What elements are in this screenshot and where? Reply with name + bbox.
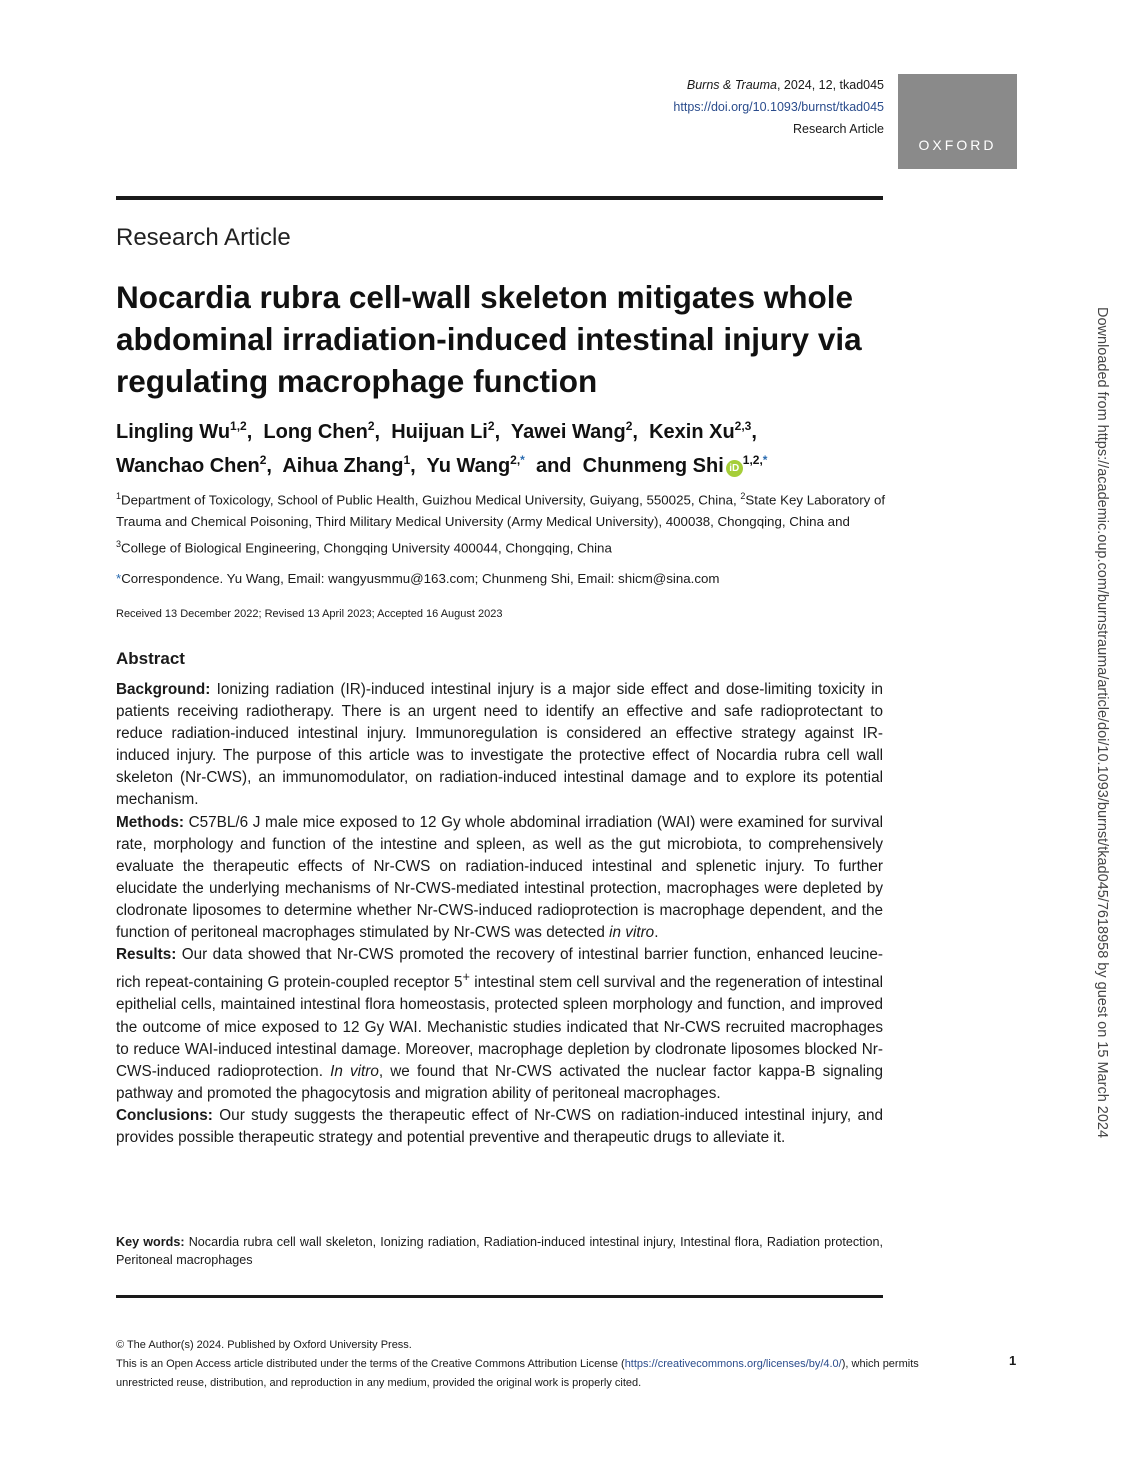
author-affil-num: 1,2,: [742, 453, 763, 467]
article-type: Research Article: [116, 224, 291, 251]
author-list: Lingling Wu$^{1,2}$, Long Chen$^2$, Huijuan Li$^2$, Yawei Wang$^2$, Kexin Xu$^{2,3}$, Wanchao Chen$^2$, Aihua Zhang$^1$, Yu Wang$^{2,*}$ and Chunmeng Shi $iD^{1,2,*}$: [116, 419, 768, 477]
abstract-results: [116, 944, 883, 1105]
copyright: © The Author(s) 2024. Published by Oxford University Press.: [116, 1339, 412, 1351]
orcid-icon[interactable]: iD: [726, 460, 743, 477]
affil-number: 1: [116, 491, 122, 501]
correspondence: [116, 569, 719, 589]
header-article-type: Research Article: [792, 122, 884, 136]
author-affil: 2: [259, 453, 267, 467]
abstract-body: [116, 679, 883, 1149]
correspondence-star: *: [116, 571, 122, 586]
methods-italic: in vitro: [609, 924, 655, 942]
author-name: Wanchao Chen: [116, 455, 260, 477]
results-italic: In vitro: [330, 1062, 379, 1080]
author-affil: [743, 453, 768, 467]
author-affil: 2: [487, 419, 495, 433]
methods-text: C57BL/6 J male mice exposed to 12 Gy whole abdominal irradiation (WAI) were examined for survival rate, morphology and function of the intestine and spleen, as well as the gut microbiota, to comprehensively evaluate the therapeutic effects of Nr-CWS on radiation-induced intestinal and splenetic injury. To further elucidate the underlying mechanisms of Nr-CWS-mediated intestinal protection, macrophages were depleted by clodronate liposomes to determine whether Nr-CWS-induced radioprotection is macrophage dependent, and the function of peritoneal macrophages stimulated by Nr-CWS was detected: [116, 813, 883, 942]
affiliation-1: Department of Toxicology, School of Public Health, Guizhou Medical University, Guiyang, 550025, China,: [121, 492, 741, 508]
author-affil: 1,2: [230, 419, 247, 433]
author-affil: 2: [625, 419, 633, 433]
top-rule: [116, 196, 883, 200]
results-sup: +: [462, 969, 470, 985]
methods-label: Methods:: [116, 813, 184, 831]
affil-number: 2: [740, 491, 746, 501]
author-affil-num: 2,: [510, 453, 521, 467]
affiliations: [116, 485, 886, 560]
results-text-2: intestinal stem cell survival and the regeneration of intestinal epithelial cells, maintained intestinal flora homeostasis, protected spleen morphology and function, and improved the outcome of mice exposed to 12 Gy WAI. Mechanistic studies indicated that Nr-CWS recruited macrophages to reduce WAI-induced intestinal damage. Moreover, macrophage depletion by clodronate liposomes blocked Nr-CWS-induced radioprotection.: [116, 974, 884, 1080]
author-affil: 2,3: [734, 419, 752, 433]
journal-volume: , 2024, 12, tkad045: [776, 78, 884, 92]
corresponding-star[interactable]: *: [762, 453, 768, 467]
author-name: Huijuan Li: [391, 421, 488, 443]
license-line-1: [116, 1355, 986, 1374]
abstract-conclusions: [116, 1105, 883, 1149]
conclusions-text: Our study suggests the therapeutic effect of Nr-CWS on radiation-induced intestinal injury, and provides possible therapeutic strategy and potential preventive and therapeutic drugs to alleviate it.: [116, 1106, 883, 1146]
license-text: This is an Open Access article distributed under the terms of the Creative Commons Attribution License (: [116, 1358, 625, 1370]
author-affil: 1: [403, 453, 411, 467]
abstract-methods: [116, 812, 883, 945]
author-name: Lingling Wu: [116, 421, 231, 443]
abstract-background: [116, 679, 883, 812]
author-name: Kexin Xu: [649, 421, 735, 443]
background-text: Ionizing radiation (IR)-induced intestinal injury is a major side effect and dose-limiting toxicity in patients receiving radiotherapy. There is an urgent need to identify an effective and safe radioprotectant to reduce radiation-induced intestinal injury. Immunoregulation is considered an effective strategy against IR-induced injury. The purpose of this article was to investigate the protective effect of Nocardia rubra cell wall skeleton (Nr-CWS), an immunomodulator, on radiation-induced intestinal damage and to explore its potential mechanism.: [116, 681, 883, 809]
page-number: 1: [1009, 1353, 1017, 1368]
affil-number: 3: [116, 539, 122, 550]
license-link[interactable]: https://creativecommons.org/licenses/by/4.0/: [624, 1358, 842, 1370]
author-affil: [510, 453, 525, 467]
doi-link[interactable]: https://doi.org/10.1093/burnst/tkad045: [673, 100, 884, 114]
download-note: Downloaded from https://academic.oup.com/burnstrauma/article/doi/10.1093/burnst/tkad045/7618958 by guest on 15 March 2024: [1094, 307, 1110, 1139]
author-affil: 2: [367, 419, 375, 433]
article-title: Nocardia rubra cell-wall skeleton mitigates whole abdominal irradiation-induced intestinal injury via regulating macrophage function: [116, 279, 862, 399]
authors-and: and: [535, 455, 572, 477]
footer: [116, 1336, 986, 1393]
author-name: Chunmeng Shi: [582, 455, 724, 477]
background-label: Background:: [116, 681, 211, 698]
corresponding-star[interactable]: *: [520, 453, 525, 467]
author-name: Yu Wang: [426, 455, 511, 477]
keywords-label: Key words:: [116, 1235, 185, 1249]
results-label: Results:: [116, 946, 177, 964]
author-name: Yawei Wang: [510, 421, 626, 443]
correspondence-text: Correspondence. Yu Wang, Email: wangyusmmu@163.com; Chunmeng Shi, Email: shicm@sina.com: [121, 571, 720, 586]
author-name: Aihua Zhang: [282, 455, 404, 477]
abstract-heading: Abstract: [116, 649, 185, 668]
license-text-end: ), which permits: [841, 1358, 919, 1370]
article-dates: Received 13 December 2022; Revised 13 April 2023; Accepted 16 August 2023: [116, 608, 503, 620]
journal-name: Burns & Trauma: [686, 78, 777, 92]
license-line-2: unrestricted reuse, distribution, and reproduction in any medium, provided the original work is properly cited.: [116, 1377, 642, 1389]
affiliation-2: State Key Laboratory of Trauma and Chemical Poisoning, Third Military Medical University (Army Medical University), 400038, Chongqing, China and: [116, 492, 886, 530]
methods-text-end: .: [654, 924, 659, 942]
logo-text: OXFORD: [918, 137, 997, 153]
affiliation-3: College of Biological Engineering, Chongqing University 400044, Chongqing, China: [121, 540, 612, 556]
results-text: Our data showed that Nr-CWS promoted the recovery of intestinal barrier function, enhanced leucine-rich repeat-containing G protein-coupled receptor 5: [116, 946, 883, 992]
keywords: [116, 1233, 883, 1269]
bottom-rule: [116, 1295, 883, 1298]
results-text-3: , we found that Nr-CWS activated the nuclear factor kappa-B signaling pathway and promoted the phagocytosis and migration ability of peritoneal macrophages.: [116, 1062, 884, 1102]
author-name: Long Chen: [263, 421, 368, 443]
journal-info: [673, 74, 884, 140]
oxford-logo: [898, 74, 1017, 169]
keywords-text: Nocardia rubra cell wall skeleton, Ionizing radiation, Radiation-induced intestinal injury, Intestinal flora, Radiation protection, Peritoneal macrophages: [116, 1235, 883, 1267]
conclusions-label: Conclusions:: [116, 1106, 213, 1124]
